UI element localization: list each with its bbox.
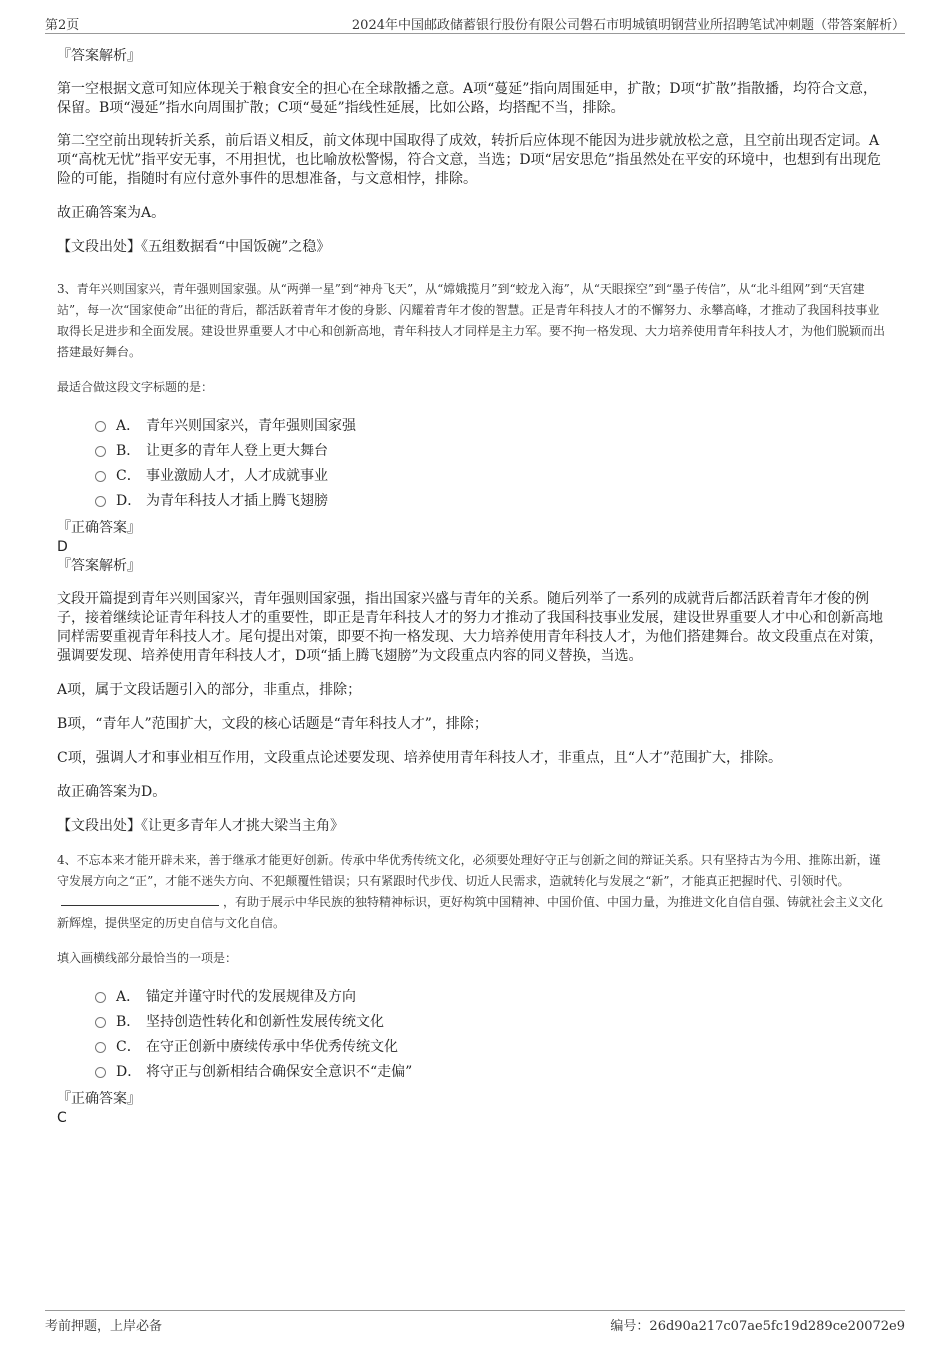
correct-answer: D xyxy=(57,539,68,555)
radio-icon[interactable] xyxy=(95,496,106,507)
page-footer xyxy=(45,1315,905,1334)
option-letter: B． xyxy=(116,1013,141,1030)
analysis-option-c: C项，强调人才和事业相互作用，文段重点论述要发现、培养使用青年科技人才，非重点，且“人才”范围扩大，排除。 xyxy=(57,750,783,766)
question-4-options xyxy=(57,983,887,1083)
option-text: 事业激励人才，人才成就事业 xyxy=(146,467,328,484)
option-c[interactable] xyxy=(95,1033,887,1058)
option-text: 让更多的青年人登上更大舞台 xyxy=(146,442,328,459)
source-note: 【文段出处】《五组数据看“中国饭碗”之稳》 xyxy=(57,239,331,255)
page-header xyxy=(45,14,905,33)
option-c[interactable] xyxy=(95,462,887,487)
document-id: 编号：26d90a217c07ae5fc19d289ce20072e9 xyxy=(610,1319,905,1334)
analysis-option-b: B项，“青年人”范围扩大，文段的核心话题是“青年科技人才”，排除； xyxy=(57,716,488,732)
option-a[interactable] xyxy=(95,412,887,437)
analysis-paragraph: 文段开篇提到青年兴则国家兴，青年强则国家强，指出国家兴盛与青年的关系。随后列举了一系列的成就背后都活跃着青年才俊的例子，接着继续论证青年科技人才的重要性，即正是青年科技人才的努力才推动了我国科技事业发展，建设世界重要人才中心和创新高地同样需要重视青年科技人才。尾句提出对策，即要不拘一格发现、大力培养使用青年科技人才，为他们搭建舞台。故文段重点在对策，强调要发现、培养使用青年科技人才，D项“插上腾飞翅膀”为文段重点内容的同义替换，当选。 xyxy=(57,591,883,664)
analysis-conclusion: 故正确答案为D。 xyxy=(57,784,167,800)
option-text: 为青年科技人才插上腾飞翅膀 xyxy=(146,492,328,509)
correct-answer: C xyxy=(57,1110,67,1126)
option-text: 在守正创新中赓续传承中华优秀传统文化 xyxy=(146,1038,398,1055)
analysis-option-a: A项，属于文段话题引入的部分，非重点，排除； xyxy=(57,682,362,698)
option-b[interactable] xyxy=(95,437,887,462)
analysis-label: 『答案解析』 xyxy=(57,558,141,574)
option-text: 将守正与创新相结合确保安全意识不“走偏” xyxy=(146,1063,413,1080)
analysis-paragraph: 第一空根据文意可知应体现关于粮食安全的担心在全球散播之意。A项“蔓延”指向周围延申，扩散；D项“扩散”指散播，均符合文意，保留。B项“漫延”指水向周围扩散；C项“曼延”指线性延展，比如公路，均搭配不当，排除。 xyxy=(57,81,877,116)
question-4-text-after: ，有助于展示中华民族的独特精神标识，更好构筑中国精神、中国价值、中国力量，为推进文化自信自强、铸就社会主义文化新辉煌，提供坚定的历史自信与文化自信。 xyxy=(57,895,884,930)
question-3-text: 3、青年兴则国家兴，青年强则国家强。从“两弹一星”到“神舟飞天”，从“嫦娥揽月”到“蛟龙入海”，从“天眼探空”到“墨子传信”，从“北斗组网”到“天宫建站”，每一次“国家使命”出征的背后，都活跃着青年才俊的身影、闪耀着青年才俊的智慧。正是青年科技人才的不懈努力、永攀高峰，才推动了我国科技事业取得长足进步和全面发展。建设世界重要人才中心和创新高地，青年科技人才同样是主力军。要不拘一格发现、大力培养使用青年科技人才，为他们脱颖而出搭建最好舞台。 xyxy=(57,282,886,359)
correct-answer-label: 『正确答案』 xyxy=(57,520,141,536)
option-text: 青年兴则国家兴，青年强则国家强 xyxy=(146,417,356,434)
source-note: 【文段出处】《让更多青年人才挑大梁当主角》 xyxy=(57,818,344,834)
option-d[interactable] xyxy=(95,487,887,512)
radio-icon[interactable] xyxy=(95,1017,106,1028)
option-b[interactable] xyxy=(95,1008,887,1033)
question-4-text-before: 4、不忘本来才能开辟未来，善于继承才能更好创新。传承中华优秀传统文化，必须要处理好守正与创新之间的辩证关系。只有坚持古为今用、推陈出新，谨守发展方向之“正”，才能不迷失方向、不犯颠覆性错误；只有紧跟时代步伐、切近人民需求，造就转化与发展之“新”，才能真正把握时代、引领时代。 xyxy=(57,853,881,888)
page-content xyxy=(57,46,887,1127)
correct-answer-label: 『正确答案』 xyxy=(57,1091,141,1107)
question-4-text xyxy=(57,850,887,934)
radio-icon[interactable] xyxy=(95,992,106,1003)
radio-icon[interactable] xyxy=(95,1042,106,1053)
option-a[interactable] xyxy=(95,983,887,1008)
option-text: 坚持创造性转化和创新性发展传统文化 xyxy=(146,1013,384,1030)
analysis-conclusion: 故正确答案为A。 xyxy=(57,205,166,221)
option-letter: D． xyxy=(116,492,142,509)
header-divider xyxy=(45,33,905,34)
radio-icon[interactable] xyxy=(95,446,106,457)
document-title: 2024年中国邮政储蓄银行股份有限公司磐石市明城镇明钢营业所招聘笔试冲刺题（带答案解析） xyxy=(351,18,905,33)
radio-icon[interactable] xyxy=(95,471,106,482)
question-4-prompt: 填入画横线部分最恰当的一项是： xyxy=(57,951,238,965)
option-text: 锚定并谨守时代的发展规律及方向 xyxy=(146,988,356,1005)
page-number: 第2页 xyxy=(45,18,80,33)
option-letter: A． xyxy=(116,417,141,434)
option-letter: D． xyxy=(116,1063,142,1080)
option-d[interactable] xyxy=(95,1058,887,1083)
fill-in-blank xyxy=(61,893,219,906)
footer-slogan: 考前押题，上岸必备 xyxy=(45,1319,163,1334)
analysis-label: 『答案解析』 xyxy=(57,48,141,64)
question-3-prompt: 最适合做这段文字标题的是： xyxy=(57,380,214,394)
question-3-options xyxy=(57,412,887,512)
option-letter: C． xyxy=(116,1038,141,1055)
analysis-paragraph: 第二空空前出现转折关系，前后语义相反，前文体现中国取得了成效，转折后应体现不能因为进步就放松之意，且空前出现否定词。A项“高枕无忧”指平安无事，不用担忧，也比喻放松警惕，符合文意，当选；D项“居安思危”指虽然处在平安的环境中，也想到有出现危险的可能，指随时有应付意外事件的思想准备，与文意相悖，排除。 xyxy=(57,133,881,187)
option-letter: C． xyxy=(116,467,141,484)
footer-divider xyxy=(45,1310,905,1311)
radio-icon[interactable] xyxy=(95,421,106,432)
option-letter: B． xyxy=(116,442,141,459)
radio-icon[interactable] xyxy=(95,1067,106,1078)
option-letter: A． xyxy=(116,988,141,1005)
